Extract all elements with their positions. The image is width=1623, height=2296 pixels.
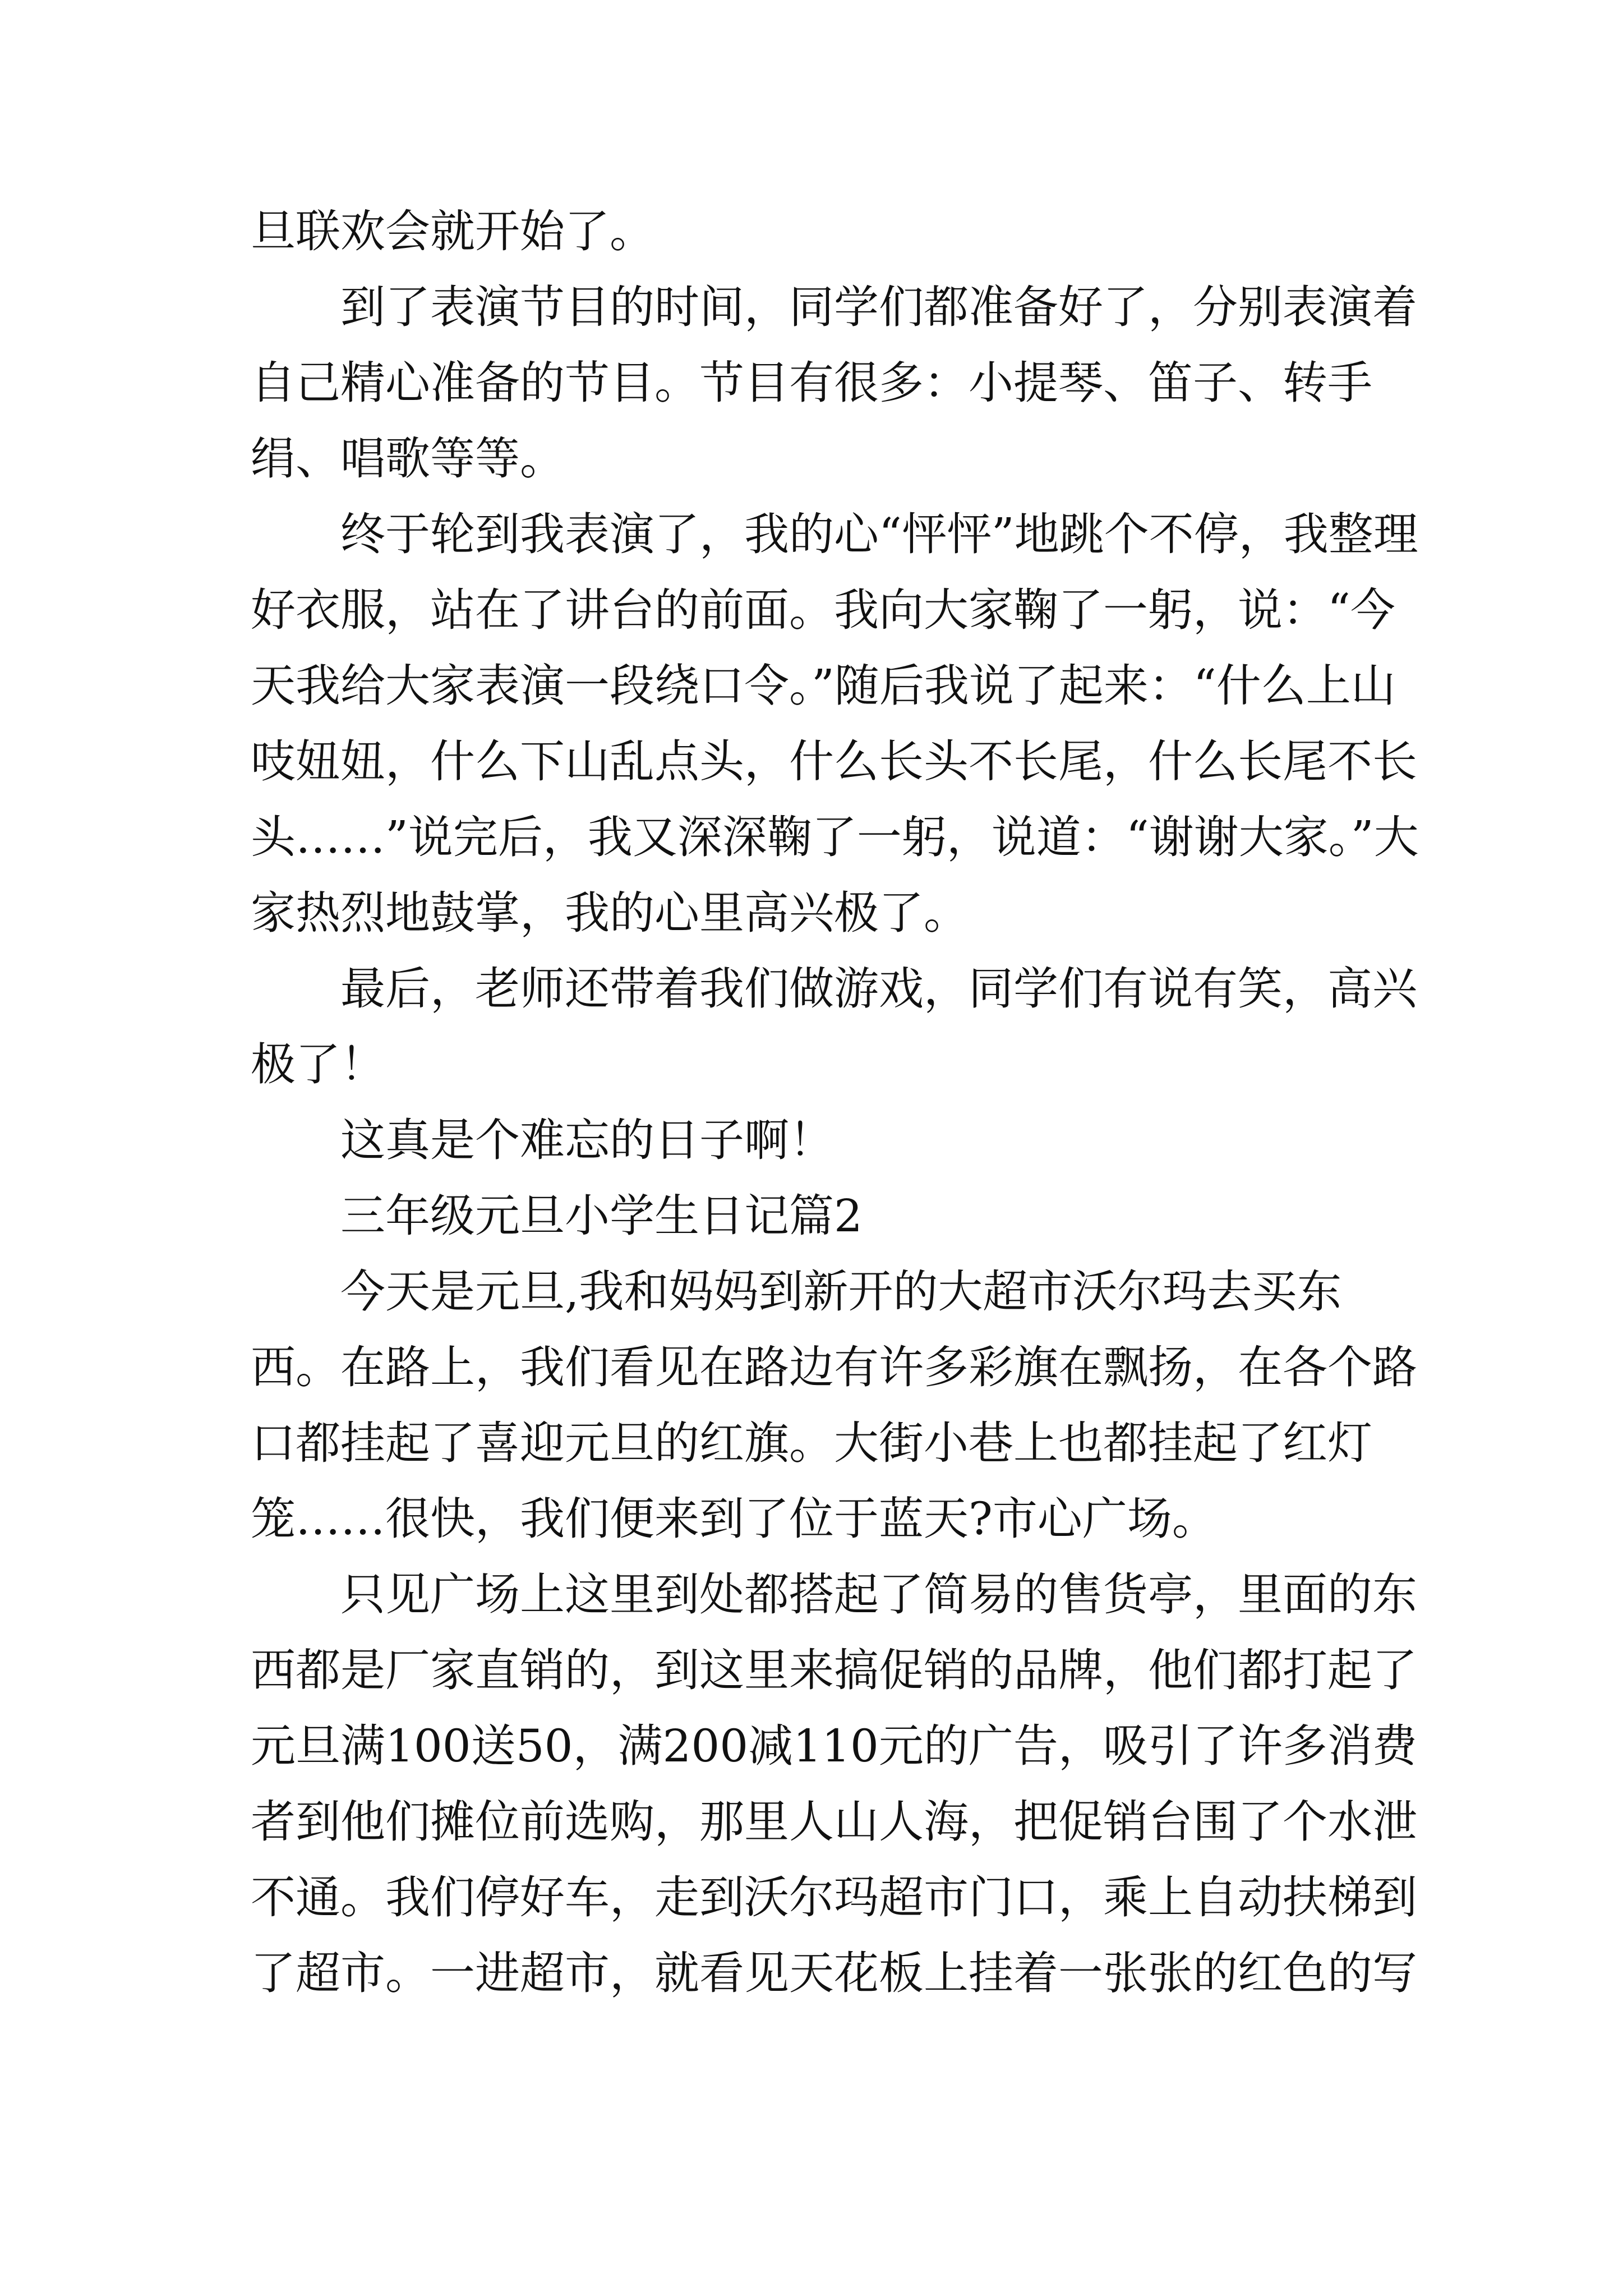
paragraph-5: 这真是个难忘的日子啊！	[340, 1114, 834, 1166]
paragraph-1: 旦联欢会就开始了。	[251, 205, 654, 257]
section-heading: 三年级元旦小学生日记篇2	[340, 1190, 863, 1242]
paragraph-3: 终于轮到我表演了，我的心“怦怦”地跳个不停，我整理好衣服，站在了讲台的前面。我向大家鞠了一躬，说：“今天我给大家表演一段绕口令。”随后我说了起来：“什么上山吱妞妞，什么下山乱点头，什么长头不长尾，什么长尾不长头……”说完后，我又深深鞠了一躬，说道：“谢谢大家。”大家热烈地鼓掌，我的心里高兴极了。	[251, 508, 1419, 939]
paragraph-4: 最后，老师还带着我们做游戏，同学们有说有笑，高兴极了！	[251, 963, 1417, 1091]
paragraph-2: 到了表演节目的时间，同学们都准备好了，分别表演着自己精心准备的节目。节目有很多：小提琴、笛子、转手绢、唱歌等等。	[251, 281, 1417, 485]
paragraph-6: 今天是元旦,我和妈妈到新开的大超市沃尔玛去买东西。在路上，我们看见在路边有许多彩旗在飘扬，在各个路口都挂起了喜迎元旦的红旗。大街小巷上也都挂起了红灯笼……很快，我们便来到了位于蓝天?市心广场。	[251, 1266, 1417, 1545]
document-body	[251, 194, 1428, 2011]
paragraph-7: 只见广场上这里到处都搭起了简易的售货亭，里面的东西都是厂家直销的，到这里来搞促销的品牌，他们都打起了元旦满100送50，满200减110元的广告，吸引了许多消费者到他们摊位前选购，那里人山人海，把促销台围了个水泄不通。我们停好车，走到沃尔玛超市门口，乘上自动扶梯到了超市。一进超市，就看见天花板上挂着一张张的红色的写	[251, 1568, 1417, 1999]
